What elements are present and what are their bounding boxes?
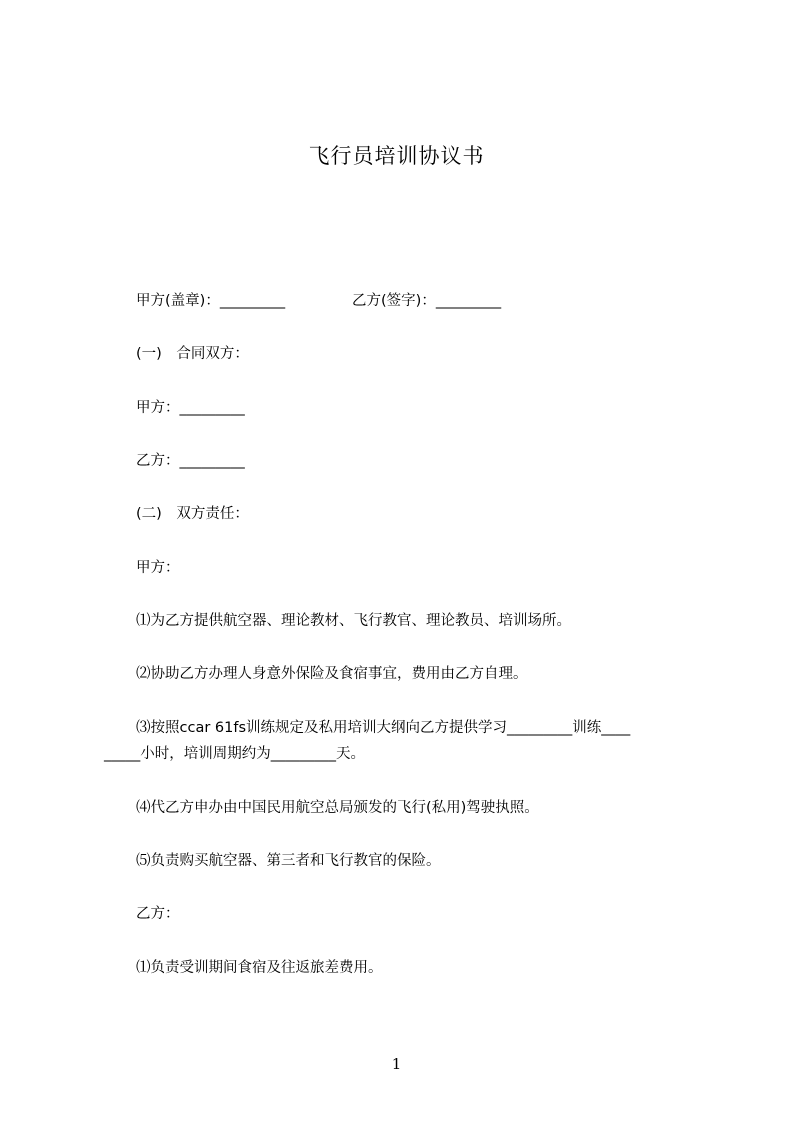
party-a-item-3-line-2: _____小时，培训周期约为_________天。: [104, 746, 365, 762]
document-title: 飞行员培训协议书: [308, 144, 485, 168]
signature-party-a: 甲方(盖章)：_________: [136, 293, 286, 309]
party-a-line: 甲方：_________: [136, 400, 245, 416]
party-a-item-2: ⑵协助乙方办理人身意外保险及食宿事宜，费用由乙方自理。: [136, 666, 528, 682]
signature-party-b: 乙方(签字)：_________: [352, 293, 502, 309]
party-b-label: 乙方：: [136, 906, 180, 922]
party-a-label: 甲方：: [136, 560, 180, 576]
party-b-line: 乙方：_________: [136, 453, 245, 469]
page-number: 1: [391, 1055, 402, 1073]
party-b-item-1: ⑴负责受训期间食宿及往返旅差费用。: [136, 960, 383, 976]
party-a-item-3-line-1: ⑶按照ccar 61fs训练规定及私用培训大纲向乙方提供学习_________训练____: [136, 720, 631, 736]
section-2-heading: (二) 双方责任：: [136, 506, 249, 522]
section-1-heading: (一) 合同双方：: [136, 346, 249, 362]
party-a-item-5: ⑸负责购买航空器、第三者和飞行教官的保险。: [136, 853, 441, 869]
party-a-item-4: ⑷代乙方申办由中国民用航空总局颁发的飞行(私用)驾驶执照。: [136, 800, 539, 816]
party-a-item-1: ⑴为乙方提供航空器、理论教材、飞行教官、理论教员、培训场所。: [136, 613, 571, 629]
